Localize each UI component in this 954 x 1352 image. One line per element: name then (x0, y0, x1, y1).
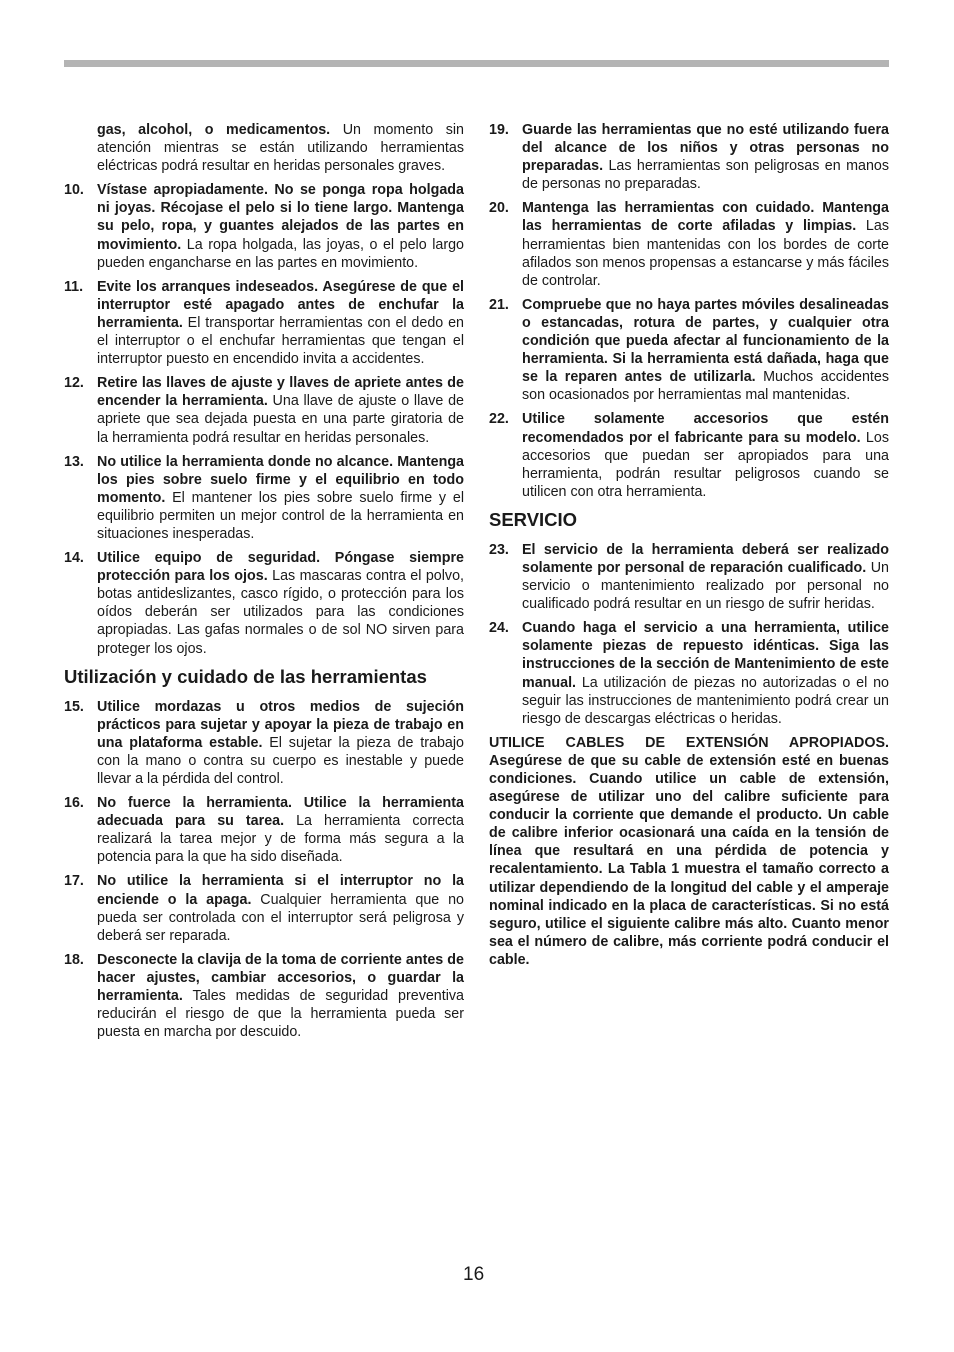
item-bold: No utilice la herramienta donde no alcance. Mantenga los pies sobre suelo firme y el equilibrio en todo momento. (97, 453, 464, 506)
item-bold: El servicio de la herramienta deberá ser realizado solamente por personal de reparación cualificado. (522, 541, 889, 576)
item-text: El sujetar la pieza de trabajo con la mano o contra su cuerpo es inestable y puede llevar a la pérdida del control. (97, 734, 464, 787)
item-text: La ropa holgada, las joyas, o el pelo largo pueden engancharse en las partes en movimiento. (97, 236, 464, 271)
list-item (489, 121, 889, 193)
list-item (64, 278, 464, 368)
item-bold: Cuando haga el servicio a una herramienta, utilice solamente piezas de repuesto idénticas. Siga las instrucciones de la sección de Mantenimiento de este manual. (522, 620, 889, 691)
list-item (64, 374, 464, 446)
item-bold: Utilice solamente accesorios que estén recomendados por el fabricante para su modelo. (522, 411, 889, 446)
list-item (64, 181, 464, 271)
left-column (64, 121, 464, 1047)
item-bold: No utilice la herramienta si el interruptor no la enciende o la apaga. (97, 873, 464, 908)
item-number: 16. (64, 795, 84, 812)
item-text: La herramienta correcta realizará la tarea mejor y de forma más segura a la potencia para la que ha sido diseñada. (97, 813, 464, 866)
section-heading-servicio: SERVICIO (489, 508, 578, 530)
item-bold: Evite los arranques indeseados. Asegúrese de que el interruptor esté apagado antes de enchufar la herramienta. (97, 278, 464, 331)
item-text: La utilización de piezas no autorizadas o el no seguir las instrucciones de mantenimiento podrá crear un riesgo de descargas eléctricas o heridas. (522, 674, 889, 727)
item-text: Los accesorios que puedan ser apropiados para una herramienta, podrán resultar peligrosos cuando se utilicen con otra herramienta. (522, 429, 889, 500)
item-bold: Retire las llaves de ajuste y llaves de apriete antes de encender la herramienta. (97, 375, 464, 410)
list-item (64, 121, 464, 175)
item-text: Las mascaras contra el polvo, botas antideslizantes, casco rígido, o protección para los oídos deberán ser utilizados para las condiciones apropiadas. Las gafas normales o de sol NO sirven para proteger los ojos. (97, 568, 464, 657)
item-number: 10. (64, 182, 84, 199)
list-item (64, 872, 464, 944)
list-item (64, 549, 464, 658)
item-number: 13. (64, 453, 84, 470)
list-item (489, 410, 889, 500)
list-item (489, 296, 889, 405)
item-number: 18. (64, 951, 84, 968)
item-bold: Utilice mordazas u otros medios de sujeción prácticos para sujetar y apoyar la pieza de trabajo en una plataforma estable. (97, 698, 464, 751)
item-bold: No fuerce la herramienta. Utilice la herramienta adecuada para su tarea. (97, 795, 464, 830)
item-number: 20. (489, 200, 509, 217)
item-bold: Utilice equipo de seguridad. Póngase siempre protección para los ojos. (97, 550, 464, 585)
item-text: Las herramientas son peligrosas en manos de personas no preparadas. (522, 158, 889, 193)
item-text: Tales medidas de seguridad preventiva reducirán el riesgo de que la herramienta pueda ser puesta en marcha por descuido. (97, 988, 464, 1041)
list-item (64, 453, 464, 543)
item-text: Un servicio o mantenimiento realizado por personal no cualificado podrá resultar en un riesgo de sufrir heridas. (522, 559, 890, 613)
item-number: 23. (489, 541, 509, 558)
item-text: Muchos accidentes son ocasionados por herramientas mal mantenidas. (522, 369, 889, 404)
item-text: Una llave de ajuste o llave de apriete que sea dejada puesta en una parte giratoria de la herramienta podrá resultar en heridas personales. (97, 393, 464, 446)
item-number: 15. (64, 698, 84, 715)
item-number: 24. (489, 620, 509, 637)
item-bold: Guarde las herramientas que no esté utilizando fuera del alcance de los niños y otras personas no preparadas. (522, 122, 889, 175)
item-bold: Mantenga las herramientas con cuidado. Mantenga las herramientas de corte afiladas y limpias. (522, 200, 889, 235)
item-text: El mantener los pies sobre suelo firme y el equilibrio permiten un mejor control de la herramienta en situaciones inesperadas. (97, 489, 464, 542)
item-number: 19. (489, 122, 509, 138)
list-item (489, 199, 889, 289)
item-number: 22. (489, 411, 509, 428)
list-item (64, 794, 464, 866)
item-bold: Desconecte la clavija de la toma de corriente antes de hacer ajustes, cambiar accesorios, o guardar la herramienta. (97, 951, 464, 1005)
item-number: 17. (64, 873, 84, 890)
item-bold: Vístase apropiadamente. No se ponga ropa holgada ni joyas. Récojase el pelo si lo tiene largo. Mantenga su pelo, ropa, y guantes alejados de las partes en movimiento. (97, 182, 464, 253)
item-text: El transportar herramientas con el dedo en el interruptor o el enchufar herramientas que tengan el interruptor puesto en encendido invita a accidentes. (97, 314, 464, 368)
item-number: 12. (64, 375, 84, 392)
section-heading-utilizacion: Utilización y cuidado de las herramientas (64, 665, 427, 687)
item-number: 21. (489, 296, 509, 313)
item-number: 14. (64, 550, 84, 567)
item-bold: gas, alcohol, o medicamentos. (97, 122, 331, 138)
list-item (489, 541, 889, 613)
list-item (64, 698, 464, 788)
list-item (489, 619, 889, 728)
list-item (64, 951, 464, 1041)
item-text: Las herramientas bien mantenidas con los bordes de corte afilados son menos propensas a estancarse y más fáciles de controlar. (522, 218, 889, 289)
item-text: Cualquier herramienta que no pueda ser controlada con el interruptor será peligrosa y deberá ser reparada. (97, 891, 464, 944)
header-rule (64, 60, 889, 67)
item-text: Un momento sin atención mientras se están utilizando herramientas eléctricas podrá resultar en heridas personales graves. (97, 122, 464, 175)
item-number: 11. (64, 278, 84, 295)
item-bold: Compruebe que no haya partes móviles desalineadas o estancadas, rotura de partes, y cualquier otra condición que pueda afectar al funcionamiento de la herramienta. Si la herramienta está dañada, haga que se la reparen antes de utilizarla. (522, 296, 889, 386)
right-column (489, 121, 889, 969)
page-number: 16 (463, 1264, 485, 1285)
extension-cable-paragraph: UTILICE CABLES DE EXTENSIÓN APROPIADOS. Asegúrese de que su cable de extensión esté en buenas condiciones. Cuando utilice un cable de extensión, asegúrese de utilizar uno del calibre suficiente para conducir la corriente que demande el producto. Un cable de calibre inferior ocasionará una caída en la tensión de línea que resultará en una pérdida de potencia y recalentamiento. La Tabla 1 muestra el tamaño correcto a utilizar dependiendo de la longitud del cable y el amperaje nominal indicado en la placa de características. Si no está seguro, utilice el siguiente calibre más alto. Cuanto menor sea el número de calibre, más corriente podrá conducir el cable. (489, 734, 889, 968)
